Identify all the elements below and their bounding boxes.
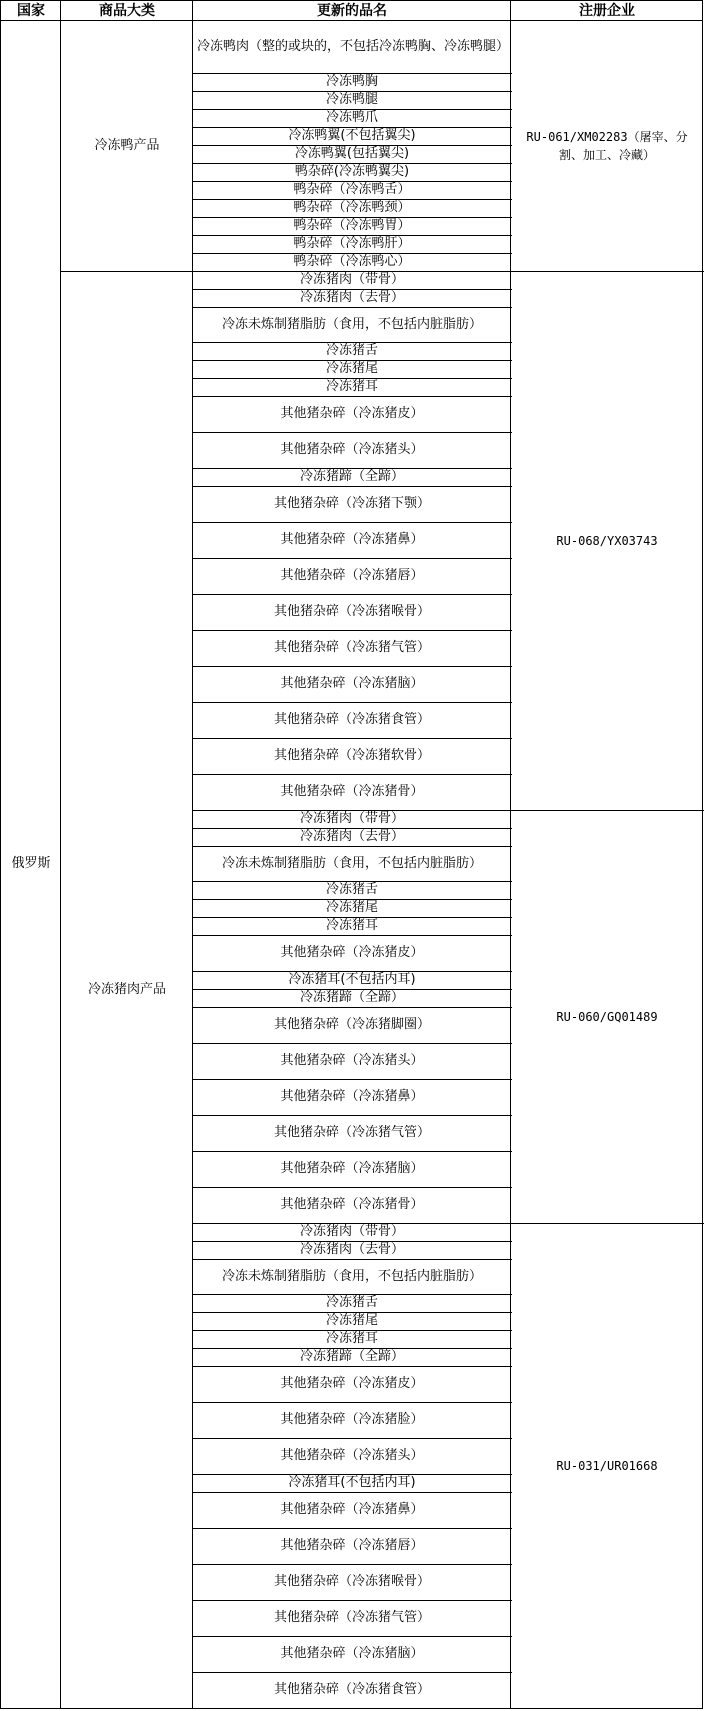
product-name-cell: 其他猪杂碎（冷冻猪脑）: [280, 676, 424, 691]
product-name-cell: 冷冻鸭翼(不包括翼尖): [288, 128, 416, 143]
product-name-cell: 其他猪杂碎（冷冻猪鼻）: [280, 1089, 424, 1104]
product-name-cell: 其他猪杂碎（冷冻猪气管）: [273, 640, 430, 655]
grid-line: [511, 810, 704, 811]
product-name-cell: 冷冻猪尾: [325, 361, 378, 376]
product-name-cell: 冷冻鸭肉（整的或块的，不包括冷冻鸭胸、冷冻鸭腿）: [197, 38, 510, 54]
grid-line: [0, 1708, 703, 1709]
product-name-cell: 其他猪杂碎（冷冻猪食管）: [273, 1682, 430, 1697]
product-name-cell: 其他猪杂碎（冷冻猪唇）: [280, 1538, 424, 1553]
header-product: 更新的品名: [317, 2, 387, 19]
product-name-cell: 冷冻猪肉（带骨）: [299, 1224, 404, 1239]
product-name-cell: 冷冻鸭爪: [325, 110, 378, 125]
category-duck: 冷冻鸭产品: [94, 137, 160, 153]
product-name-cell: 冷冻猪肉（带骨）: [299, 811, 404, 826]
product-name-cell: 其他猪杂碎（冷冻猪脸）: [280, 1412, 424, 1427]
enterprise-cell: RU-061/XM02283（屠宰、分割、加工、冷藏）: [526, 129, 688, 162]
country-cell: 俄罗斯: [11, 856, 51, 871]
header-enterprise: 注册企业: [579, 2, 635, 19]
product-name-cell: 其他猪杂碎（冷冻猪鼻）: [280, 532, 424, 547]
product-name-cell: 其他猪杂碎（冷冻猪气管）: [273, 1610, 430, 1625]
product-name-cell: 其他猪杂碎（冷冻猪骨）: [280, 1197, 424, 1212]
product-name-cell: 其他猪杂碎（冷冻猪骨）: [280, 784, 424, 799]
grid-line: [0, 20, 703, 21]
product-name-cell: 鸭杂碎（冷冻鸭心）: [293, 254, 411, 269]
product-name-cell: 鸭杂碎（冷冻鸭肝）: [293, 236, 411, 251]
product-name-cell: 冷冻猪舌: [325, 343, 378, 358]
product-name-cell: 其他猪杂碎（冷冻猪食管）: [273, 712, 430, 727]
product-name-cell: 冷冻猪肉（去骨）: [299, 290, 404, 305]
product-name-cell: 冷冻猪舌: [325, 882, 378, 897]
product-name-cell: 其他猪杂碎（冷冻猪头）: [280, 1448, 424, 1463]
enterprise-cell: RU-068/YX03743: [556, 533, 658, 548]
grid-line: [511, 1223, 704, 1224]
grid-line: [0, 0, 1, 1709]
product-name-cell: 冷冻未炼制猪脂肪（食用，不包括内脏脂肪）: [221, 855, 482, 871]
product-name-cell: 冷冻猪蹄（全蹄）: [299, 469, 404, 484]
product-name-cell: 其他猪杂碎（冷冻猪皮）: [280, 945, 424, 960]
product-name-cell: 冷冻猪耳: [325, 1331, 378, 1346]
product-name-cell: 冷冻猪尾: [325, 900, 378, 915]
product-name-cell: 其他猪杂碎（冷冻猪头）: [280, 1053, 424, 1068]
product-name-cell: 鸭杂碎(冷冻鸭翼尖): [294, 164, 410, 179]
product-name-cell: 其他猪杂碎（冷冻猪鼻）: [280, 1502, 424, 1517]
header-category: 商品大类: [99, 2, 155, 19]
product-name-cell: 冷冻猪耳(不包括内耳): [288, 1475, 416, 1490]
product-name-cell: 冷冻猪耳: [325, 379, 378, 394]
product-name-cell: 冷冻猪耳(不包括内耳): [288, 972, 416, 987]
product-name-cell: 其他猪杂碎（冷冻猪皮）: [280, 406, 424, 421]
product-name-cell: 鸭杂碎（冷冻鸭舌）: [293, 182, 411, 197]
grid-line: [60, 0, 61, 1709]
product-name-cell: 冷冻猪尾: [325, 1313, 378, 1328]
product-name-cell: 冷冻猪肉（带骨）: [299, 272, 404, 287]
header-country: 国家: [17, 2, 45, 19]
product-name-cell: 鸭杂碎（冷冻鸭颈）: [293, 200, 411, 215]
product-name-cell: 其他猪杂碎（冷冻猪脑）: [280, 1161, 424, 1176]
product-name-cell: 鸭杂碎（冷冻鸭胃）: [293, 218, 411, 233]
product-name-cell: 冷冻猪耳: [325, 918, 378, 933]
product-name-cell: 冷冻鸭腿: [325, 92, 378, 107]
grid-line: [511, 271, 704, 272]
grid-line: [702, 0, 703, 1709]
product-name-cell: 冷冻猪肉（去骨）: [299, 829, 404, 844]
product-name-cell: 冷冻未炼制猪脂肪（食用，不包括内脏脂肪）: [221, 1268, 482, 1284]
product-name-cell: 冷冻鸭翼(包括翼尖): [294, 146, 410, 161]
product-name-cell: 其他猪杂碎（冷冻猪唇）: [280, 568, 424, 583]
product-name-cell: 其他猪杂碎（冷冻猪脑）: [280, 1646, 424, 1661]
product-name-cell: 冷冻未炼制猪脂肪（食用，不包括内脏脂肪）: [221, 316, 482, 332]
product-name-cell: 冷冻猪舌: [325, 1295, 378, 1310]
grid-line: [192, 0, 193, 1709]
enterprise-cell: RU-060/GQ01489: [556, 1009, 658, 1024]
product-name-cell: 其他猪杂碎（冷冻猪喉骨）: [273, 604, 430, 619]
product-name-cell: 冷冻鸭胸: [325, 74, 378, 89]
product-name-cell: 冷冻猪蹄（全蹄）: [299, 990, 404, 1005]
product-name-cell: 其他猪杂碎（冷冻猪皮）: [280, 1376, 424, 1391]
grid-line: [510, 0, 511, 1709]
product-name-cell: 其他猪杂碎（冷冻猪脚圈）: [273, 1017, 430, 1032]
product-name-cell: 冷冻猪肉（去骨）: [299, 1242, 404, 1257]
product-name-cell: 其他猪杂碎（冷冻猪喉骨）: [273, 1574, 430, 1589]
enterprise-cell: RU-031/UR01668: [556, 1458, 658, 1473]
product-name-cell: 其他猪杂碎（冷冻猪气管）: [273, 1125, 430, 1140]
grid-line: [0, 0, 703, 1]
category-pork: 冷冻猪肉产品: [87, 981, 166, 997]
product-name-cell: 其他猪杂碎（冷冻猪下颚）: [273, 496, 430, 511]
product-name-cell: 其他猪杂碎（冷冻猪头）: [280, 442, 424, 457]
product-name-cell: 冷冻猪蹄（全蹄）: [299, 1349, 404, 1364]
product-name-cell: 其他猪杂碎（冷冻猪软骨）: [273, 748, 430, 763]
grid-line: [61, 271, 194, 272]
